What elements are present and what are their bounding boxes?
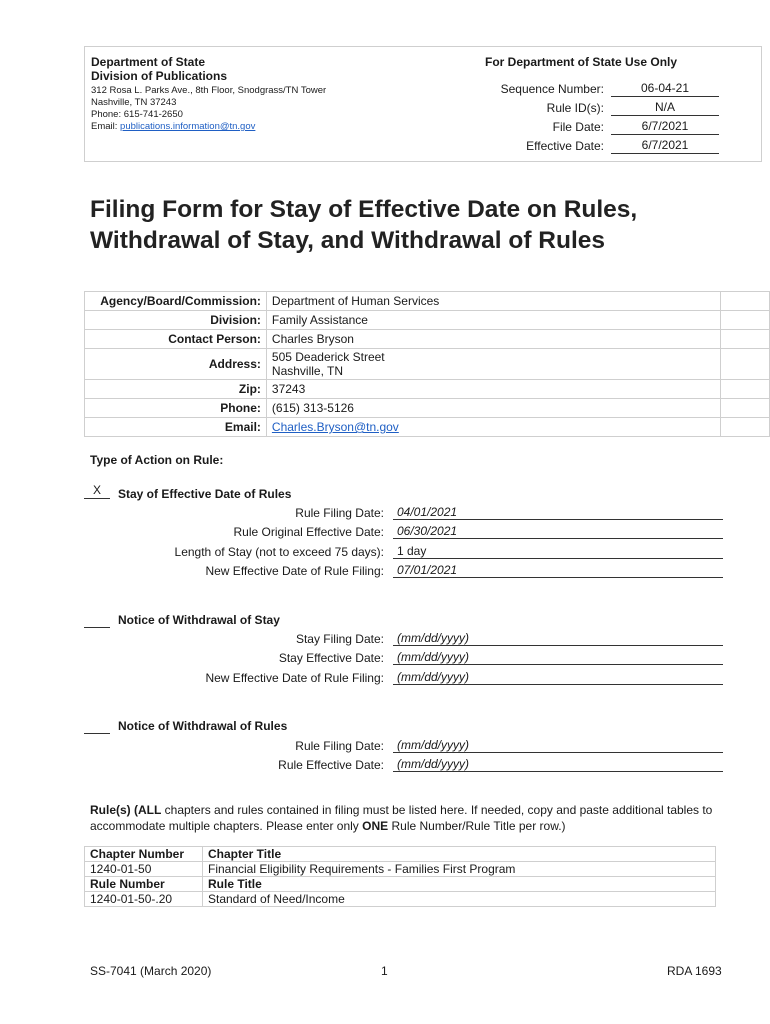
page-number: 1 (381, 964, 388, 978)
chapter-title-cell[interactable]: Financial Eligibility Requirements - Families First Program (203, 862, 716, 877)
contact-value[interactable]: Charles Bryson (266, 330, 720, 349)
dept-email-line (91, 121, 255, 132)
rules-note-part-1: Rule(s) ( (90, 803, 138, 817)
state-use-only-title: For Department of State Use Only (485, 55, 678, 69)
rules-note-part-3: Rule Number/Rule Title per row.) (388, 819, 566, 833)
rule-title-cell[interactable]: Standard of Need/Income (203, 892, 716, 907)
chapter-number-cell[interactable]: 1240-01-50 (85, 862, 203, 877)
sequence-number-label: Sequence Number: (500, 82, 604, 96)
withdraw-stay-checkbox-mark[interactable] (84, 613, 110, 628)
effective-date-label: Effective Date: (526, 139, 604, 153)
agency-extra-cell (721, 292, 770, 311)
address-extra-cell (721, 349, 770, 380)
dept-name: Department of State (91, 55, 206, 69)
zip-value[interactable]: 37243 (266, 380, 720, 399)
phone-label: Phone: (85, 399, 267, 418)
form-title-line-2: Withdrawal of Stay, and Withdrawal of Rules (90, 227, 606, 254)
rules-instructions (90, 802, 720, 834)
contact-row (85, 330, 770, 349)
withdraw-stay-new-effective-date-field[interactable]: (mm/dd/yyyy) (393, 670, 723, 685)
rules-note-one: ONE (362, 819, 389, 833)
sequence-number-value[interactable]: 06-04-21 (611, 81, 719, 97)
phone-value[interactable]: (615) 313-5126 (266, 399, 720, 418)
stay-length-field[interactable]: 1 day (393, 544, 723, 559)
stay-heading: Stay of Effective Date of Rules (118, 487, 292, 501)
withdraw-stay-effective-date-label: Stay Effective Date: (278, 651, 384, 665)
withdraw-stay-filing-date-label: Stay Filing Date: (295, 632, 384, 646)
dept-address: 312 Rosa L. Parks Ave., 8th Floor, Snodgrass/TN Tower (91, 85, 327, 96)
stay-new-effective-date-label: New Effective Date of Rule Filing: (205, 564, 384, 578)
type-of-action-heading: Type of Action on Rule: (90, 453, 224, 467)
agency-label: Agency/Board/Commission: (85, 292, 267, 311)
rules-table (84, 846, 716, 907)
email-value[interactable] (266, 418, 720, 437)
dept-email-label: Email: (91, 121, 121, 132)
contact-extra-cell (721, 330, 770, 349)
stay-rule-filing-date-label: Rule Filing Date: (295, 506, 384, 520)
withdraw-stay-filing-date-field[interactable]: (mm/dd/yyyy) (393, 631, 723, 646)
division-extra-cell (721, 311, 770, 330)
stay-length-label: Length of Stay (not to exceed 75 days): (174, 545, 384, 559)
dept-of-state-header (84, 46, 762, 162)
withdraw-rules-filing-date-label: Rule Filing Date: (295, 739, 384, 753)
withdraw-rules-heading: Notice of Withdrawal of Rules (118, 719, 288, 733)
email-label: Email: (85, 418, 267, 437)
rule-ids-value[interactable]: N/A (611, 100, 719, 116)
withdraw-stay-effective-date-field[interactable]: (mm/dd/yyyy) (393, 650, 723, 665)
agency-value[interactable]: Department of Human Services (266, 292, 720, 311)
division-label: Division: (85, 311, 267, 330)
phone-extra-cell (721, 399, 770, 418)
rule-row (85, 892, 716, 907)
withdraw-rules-filing-date-field[interactable]: (mm/dd/yyyy) (393, 738, 723, 753)
zip-label: Zip: (85, 380, 267, 399)
rda-number: RDA 1693 (667, 964, 722, 978)
withdraw-rules-effective-date-label: Rule Effective Date: (278, 758, 384, 772)
effective-date-value[interactable]: 6/7/2021 (611, 138, 719, 154)
division-value[interactable]: Family Assistance (266, 311, 720, 330)
agency-info-table (84, 291, 770, 437)
dept-city: Nashville, TN 37243 (91, 97, 177, 108)
stay-rule-filing-date-field[interactable]: 04/01/2021 (393, 505, 723, 520)
email-row (85, 418, 770, 437)
stay-original-effective-date-field[interactable]: 06/30/2021 (393, 524, 723, 539)
address-line-2: Nashville, TN (271, 364, 344, 378)
rule-header-row (85, 877, 716, 892)
dept-phone: Phone: 615-741-2650 (91, 109, 183, 120)
withdraw-rules-effective-date-field[interactable]: (mm/dd/yyyy) (393, 757, 723, 772)
form-title-line-1: Filing Form for Stay of Effective Date on Rules, (90, 196, 638, 223)
address-label: Address: (85, 349, 267, 380)
chapter-number-header: Chapter Number (85, 847, 203, 862)
address-row (85, 349, 770, 380)
contact-label: Contact Person: (85, 330, 267, 349)
chapter-title-header: Chapter Title (203, 847, 716, 862)
zip-row (85, 380, 770, 399)
address-value[interactable] (266, 349, 720, 380)
file-date-value[interactable]: 6/7/2021 (611, 119, 719, 135)
email-extra-cell (721, 418, 770, 437)
division-name: Division of Publications (91, 69, 228, 83)
rule-ids-label: Rule ID(s): (546, 101, 604, 115)
withdraw-stay-heading: Notice of Withdrawal of Stay (118, 613, 280, 627)
stay-new-effective-date-field[interactable]: 07/01/2021 (393, 563, 723, 578)
agency-row (85, 292, 770, 311)
file-date-label: File Date: (552, 120, 604, 134)
withdraw-rules-checkbox-mark[interactable] (84, 719, 110, 734)
stay-original-effective-date-label: Rule Original Effective Date: (233, 525, 384, 539)
stay-checkbox-mark[interactable]: X (84, 484, 110, 499)
contact-email-link[interactable]: Charles.Bryson@tn.gov (271, 420, 399, 434)
rule-number-header: Rule Number (85, 877, 203, 892)
address-line-1: 505 Deaderick Street (271, 350, 385, 364)
chapter-header-row (85, 847, 716, 862)
rules-note-part-2: chapters and rules contained in filing must be listed here. If needed, copy and paste additional tables to accommodate multiple chapters. Please enter only (90, 803, 713, 833)
rule-number-cell[interactable]: 1240-01-50-.20 (85, 892, 203, 907)
zip-extra-cell (721, 380, 770, 399)
chapter-row (85, 862, 716, 877)
dept-email-link[interactable]: publications.information@tn.gov (120, 121, 256, 132)
division-row (85, 311, 770, 330)
phone-row (85, 399, 770, 418)
form-title (90, 194, 750, 256)
withdraw-stay-new-effective-date-label: New Effective Date of Rule Filing: (205, 671, 384, 685)
rules-note-all: ALL (138, 803, 162, 817)
form-number: SS-7041 (March 2020) (90, 964, 212, 978)
rule-title-header: Rule Title (203, 877, 716, 892)
